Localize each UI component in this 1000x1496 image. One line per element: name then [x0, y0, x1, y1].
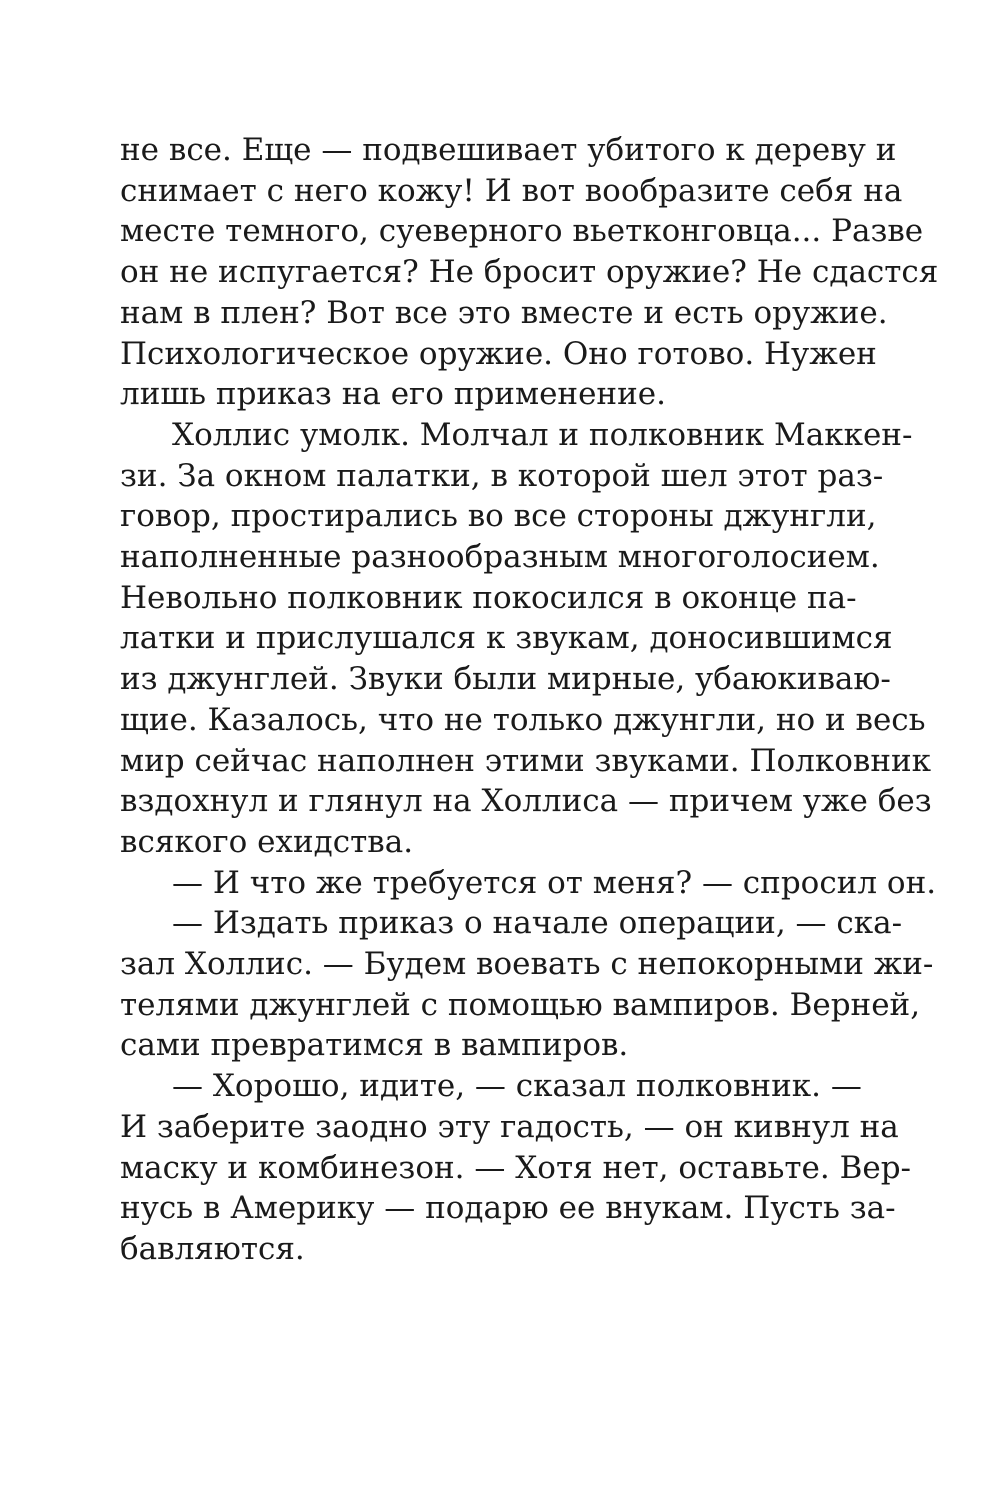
text-line: говор, простирались во все стороны джунгли,: [120, 498, 877, 535]
text-line: месте темного, суеверного вьетконговца... Разве: [120, 213, 924, 250]
text-line: сами превратимся в вампиров.: [120, 1027, 629, 1064]
text-line: — И что же требуется от меня? — спросил он.: [172, 864, 937, 901]
text-line: Холлис умолк. Молчал и полковник Маккен-: [172, 416, 913, 453]
text-line: Психологическое оружие. Оно готово. Нужен: [120, 335, 877, 372]
text-line: вздохнул и глянул на Холлиса — причем уже без: [120, 783, 932, 820]
text-line: лишь приказ на его применение.: [120, 376, 666, 413]
text-line: маску и комбинезон. — Хотя нет, оставьте. Вер-: [120, 1149, 912, 1186]
text-line: снимает с него кожу! И вот вообразите себя на: [120, 172, 903, 209]
text-line: из джунглей. Звуки были мирные, убаюкиваю-: [120, 661, 891, 698]
text-line: мир сейчас наполнен этими звуками. Полковник: [120, 742, 932, 779]
text-line: бавляются.: [120, 1230, 305, 1267]
text-line: щие. Казалось, что не только джунгли, но и весь: [120, 701, 926, 738]
text-line: нам в плен? Вот все это вместе и есть оружие.: [120, 294, 888, 331]
text-line: телями джунглей с помощью вампиров. Верней,: [120, 986, 921, 1023]
text-line: не все. Еще — подвешивает убитого к дереву и: [120, 132, 897, 168]
text-line: всякого ехидства.: [120, 823, 414, 860]
text-line: зал Холлис. — Будем воевать с непокорными жи-: [120, 946, 934, 982]
text-line: наполненные разнообразным многоголосием.: [120, 539, 880, 575]
text-line: — Издать приказ о начале операции, — ска-: [172, 905, 903, 942]
text-line: латки и прислушался к звукам, доносившимся: [120, 620, 893, 657]
text-line: — Хорошо, идите, — сказал полковник. —: [172, 1068, 862, 1105]
text-line: он не испугается? Не бросит оружие? Не сдастся: [120, 254, 939, 291]
text-line: Невольно полковник покосился в оконце па-: [120, 579, 857, 616]
text-line: нусь в Америку — подарю ее внукам. Пусть за-: [120, 1190, 896, 1227]
text-line: зи. За окном палатки, в которой шел этот раз-: [120, 457, 884, 494]
text-line: И заберите заодно эту гадость, — он кивнул на: [120, 1108, 899, 1145]
